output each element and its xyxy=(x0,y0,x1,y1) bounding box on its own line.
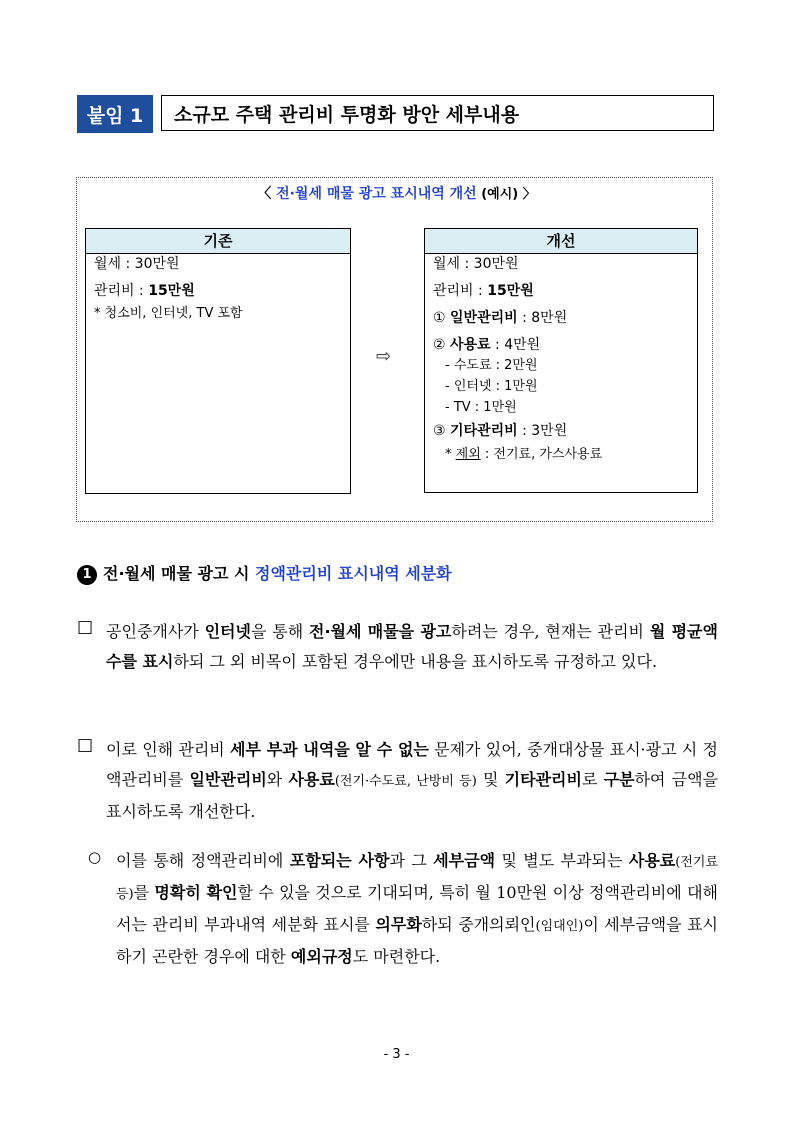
after-item-other xyxy=(425,424,697,438)
p2-bold: 세부 부과 내역을 알 수 없는 xyxy=(230,740,429,759)
item1-num: ① xyxy=(433,310,446,326)
p2-bold: 일반관리비 xyxy=(189,770,267,789)
p1-bold: 월 평균액수를 표시 xyxy=(106,622,718,671)
p2-small: (전기·수도료, 난방비 등) xyxy=(334,774,477,789)
p3-text: 이를 통해 정액관리비에 xyxy=(116,851,290,870)
p3-text: 과 그 xyxy=(389,851,434,870)
after-item-usage xyxy=(425,338,697,352)
p3-bold: 예외규정 xyxy=(290,947,353,966)
p3-small: (전기료 등) xyxy=(116,855,718,902)
item2-value: : 4만원 xyxy=(490,337,541,353)
after-fee-value: 15만원 xyxy=(487,283,534,299)
example-heading-suffix: (예시) 〉 xyxy=(476,187,536,202)
before-fee-value: 15만원 xyxy=(148,283,195,299)
before-header: 기존 xyxy=(86,229,350,254)
p1-text: 을 통해 xyxy=(250,622,309,641)
section-heading xyxy=(77,561,452,585)
item1-value: : 8만원 xyxy=(517,310,568,326)
p1-text: 하려는 경우, 현재는 관리비 xyxy=(451,622,650,641)
p2-bold: 구분 xyxy=(603,770,635,789)
before-fee-label: 관리비 : xyxy=(94,283,149,299)
item1-label: 일반관리비 xyxy=(450,310,518,326)
example-heading xyxy=(0,183,793,203)
section-number: 1 xyxy=(77,565,97,585)
exclude-prefix: * xyxy=(445,447,456,462)
section-highlight: 정액관리비 표시내역 세분화 xyxy=(255,564,452,583)
after-item-general xyxy=(425,311,697,325)
before-fee xyxy=(86,284,350,298)
before-note: * 청소비, 인터넷, TV 포함 xyxy=(94,306,243,321)
item3-num: ③ xyxy=(433,423,446,439)
square-bullet-icon: □ xyxy=(77,735,94,755)
p2-text: 및 xyxy=(476,770,505,789)
after-rent: 월세 : 30만원 xyxy=(433,256,519,272)
p3-text: 이 세부금액을 표시하기 곤란한 경우에 대한 xyxy=(116,915,718,966)
p2-text: 하여 금액을 표시하도록 개선한다. xyxy=(106,770,719,821)
example-heading-main: 전·월세 매물 광고 표시내역 개선 xyxy=(276,186,477,202)
after-header: 개선 xyxy=(425,229,697,254)
p2-bold: 기타관리비 xyxy=(504,770,582,789)
after-fee-label: 관리비 : xyxy=(433,283,488,299)
p2-text: 이로 인해 관리비 xyxy=(106,740,231,759)
p2-text: 문제가 있어, 중개대상물 표시·광고 시 정액관리비를 xyxy=(106,740,718,789)
p3-bold: 사용료 xyxy=(628,851,676,870)
after-sub-water: - 수도료 : 2만원 xyxy=(445,358,538,373)
p3-bold: 포함되는 사항 xyxy=(289,851,390,870)
exclude-value: : 전기료, 가스사용료 xyxy=(480,447,603,462)
item3-value: : 3만원 xyxy=(517,423,568,439)
exclude-label: 제외 xyxy=(455,447,481,462)
page-title-text: 소규모 주택 관리비 투명화 방안 세부내용 xyxy=(174,103,520,126)
page-number: - 3 - xyxy=(383,1047,410,1062)
example-heading-prefix: 〈 xyxy=(257,186,277,202)
section-lead: 전·월세 매물 광고 시 xyxy=(103,564,256,583)
item2-label: 사용료 xyxy=(450,337,491,353)
p2-bold: 사용료 xyxy=(288,770,335,789)
p2-text: 로 xyxy=(581,770,604,789)
item3-label: 기타관리비 xyxy=(450,423,518,439)
p3-text: 할 수 있을 것으로 기대되며, 특히 월 10만원 이상 정액관리비에 대해서는 관리비 부과내역 세분화 표시를 xyxy=(116,883,718,934)
p1-bold: 인터넷 xyxy=(204,622,251,641)
p3-text: 하되 중개의뢰인 xyxy=(421,915,536,934)
circle-bullet-icon: ○ xyxy=(88,848,102,866)
p1-bold: 전·월세 매물을 광고 xyxy=(309,622,452,641)
after-sub-tv: - TV : 1만원 xyxy=(445,400,517,415)
after-exclude xyxy=(425,448,697,461)
p3-text: 도 마련한다. xyxy=(352,947,441,966)
p3-text: 및 별도 부과되는 xyxy=(495,851,629,870)
attachment-tag: 붙임 1 xyxy=(77,95,153,133)
p2-text: 와 xyxy=(266,770,289,789)
before-box xyxy=(85,228,351,494)
arrow-right-icon: ⇨ xyxy=(376,346,392,367)
p3-small: (임대인) xyxy=(535,919,584,934)
p3-bold: 의무화 xyxy=(375,915,422,934)
page-title xyxy=(161,95,714,131)
p3-bold: 명확히 확인 xyxy=(154,883,238,902)
paragraph-3 xyxy=(116,846,718,972)
p3-bold: 세부금액 xyxy=(433,851,496,870)
before-rent: 월세 : 30만원 xyxy=(94,256,180,272)
p1-text: 하되 그 외 비목이 포함된 경우에만 내용을 표시하도록 규정하고 있다. xyxy=(173,652,658,671)
p1-text: 공인중개사가 xyxy=(106,622,205,641)
paragraph-1 xyxy=(106,617,718,677)
after-box xyxy=(424,228,698,493)
item2-num: ② xyxy=(433,337,446,353)
paragraph-2 xyxy=(106,735,718,827)
p3-text: 를 xyxy=(133,883,155,902)
after-fee xyxy=(425,284,697,298)
after-sub-internet: - 인터넷 : 1만원 xyxy=(445,379,538,394)
square-bullet-icon: □ xyxy=(77,617,94,637)
